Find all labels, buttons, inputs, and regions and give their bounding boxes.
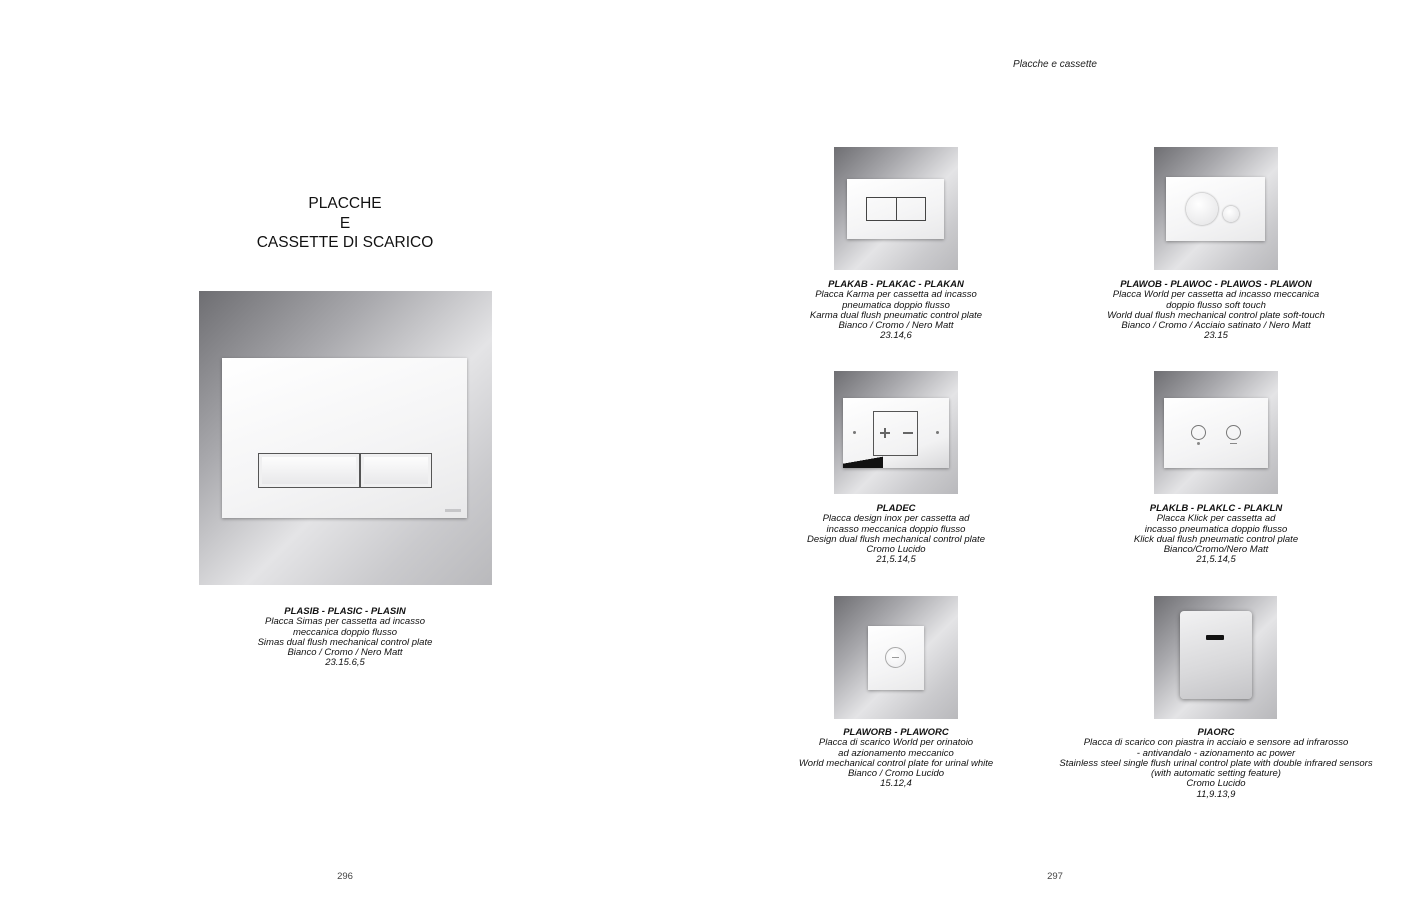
product-line: ad azionamento meccanico	[838, 747, 954, 759]
product-line: 23.14,6	[880, 330, 912, 342]
product-line: Placca design inox per cassetta ad	[822, 513, 970, 525]
product-line: Placca di scarico World per orinatoio	[818, 737, 974, 749]
product-code: PIAORC	[1197, 727, 1235, 738]
product-code: PLAWOB - PLAWOC - PLAWOS - PLAWON	[1120, 279, 1312, 290]
product-line: 21,5.14,5	[1196, 554, 1236, 566]
left-page	[0, 0, 700, 904]
product-line: incasso pneumatica doppio flusso	[1144, 523, 1288, 535]
dual-flush-plate-image	[199, 291, 492, 585]
product-code: PLAKLB - PLAKLC - PLAKLN	[1149, 503, 1283, 514]
product-line: Cromo Lucido	[1186, 778, 1246, 790]
product-line: pneumatica doppio flusso	[842, 299, 950, 311]
infrared-urinal-plate-image	[1154, 596, 1277, 719]
product-code: PLAWORB - PLAWORC	[843, 727, 949, 738]
product-line: Placca di scarico con piastra in acciaio e sensore ad infrarosso	[1083, 737, 1349, 749]
section-title-line: E	[339, 214, 351, 232]
product-line: Bianco / Cromo Lucido	[847, 768, 945, 780]
section-title-line: PLACCHE	[308, 195, 382, 212]
product-line: 23.15.6,5	[325, 657, 365, 669]
product-line: Design dual flush mechanical control plate	[807, 533, 985, 545]
product-line: Bianco/Cromo/Nero Matt	[1163, 544, 1269, 556]
product-line: 21,5.14,5	[876, 554, 916, 566]
world-plate-image	[1154, 147, 1278, 270]
product-line: meccanica doppio flusso	[292, 626, 398, 638]
product-line: doppio flusso soft touch	[1166, 299, 1266, 311]
product-line: World mechanical control plate for urinal white	[798, 757, 994, 769]
feature-product-caption	[185, 607, 505, 669]
product-line: Karma dual flush pneumatic control plate	[809, 309, 983, 321]
product-code: PLAKAB - PLAKAC - PLAKAN	[828, 279, 964, 290]
product-line: (with automatic setting feature)	[1151, 768, 1281, 780]
product-line: Placca World per cassetta ad incasso meccanica	[1112, 289, 1320, 301]
section-title-line: CASSETTE DI SCARICO	[256, 234, 434, 251]
running-head: Placche e cassette	[1013, 59, 1097, 70]
klick-plate-image	[1154, 371, 1278, 494]
product-line: incasso meccanica doppio flusso	[826, 523, 966, 535]
product-line: Bianco / Cromo / Acciaio satinato / Nero Matt	[1121, 320, 1311, 332]
product-caption	[756, 504, 1036, 566]
product-caption	[1036, 728, 1396, 800]
product-code: PLASIB - PLASIC - PLASIN	[284, 606, 406, 617]
karma-plate-image	[834, 147, 958, 270]
product-code: PLADEC	[876, 503, 916, 514]
section-title	[200, 194, 490, 253]
urinal-plate-image	[834, 596, 958, 719]
product-line: 15.12,4	[880, 778, 912, 790]
product-caption	[756, 728, 1036, 790]
product-line: Placca Simas per cassetta ad incasso	[265, 616, 425, 628]
product-line: Cromo Lucido	[866, 544, 926, 556]
page-number: 297	[1047, 871, 1063, 882]
product-line: Placca Karma per cassetta ad incasso	[815, 289, 977, 301]
product-line: World dual flush mechanical control plate soft-touch	[1107, 309, 1325, 321]
product-caption	[1066, 280, 1366, 342]
right-page	[700, 0, 1401, 904]
product-line: 11,9.13,9	[1196, 788, 1236, 800]
product-caption	[1066, 504, 1366, 566]
design-inox-plate-image	[834, 371, 958, 494]
product-line: Bianco / Cromo / Nero Matt	[838, 320, 954, 332]
product-line: 23.15	[1204, 330, 1228, 342]
product-line: Bianco / Cromo / Nero Matt	[287, 647, 403, 659]
page-number: 296	[337, 871, 353, 882]
product-line: - antivandalo - azionamento ac power	[1136, 747, 1296, 759]
product-line: Stainless steel single flush urinal control plate with double infrared sensors	[1059, 757, 1373, 769]
product-line: Klick dual flush pneumatic control plate	[1133, 533, 1299, 545]
product-caption	[756, 280, 1036, 342]
product-line: Simas dual flush mechanical control plate	[257, 636, 433, 648]
product-line: Placca Klick per cassetta ad	[1156, 513, 1276, 525]
